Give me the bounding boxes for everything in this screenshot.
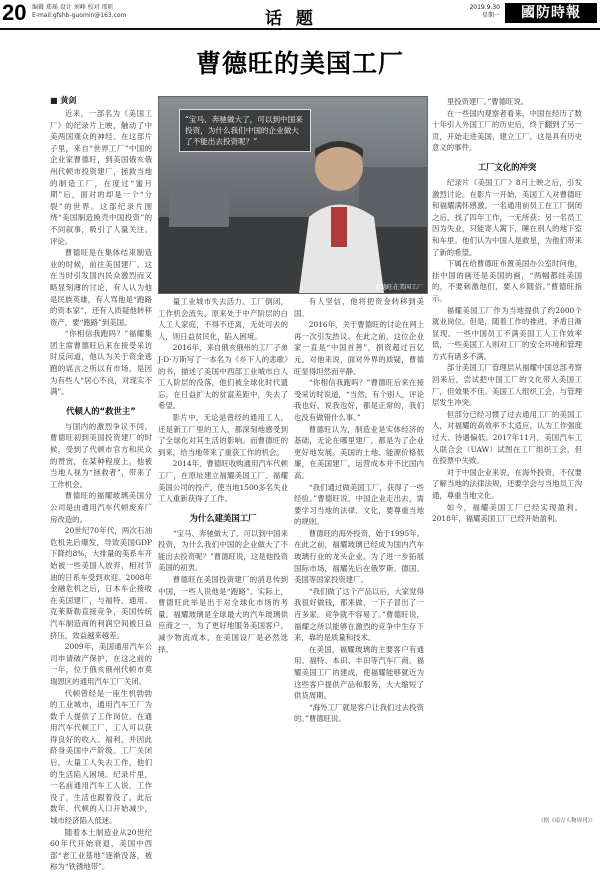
paragraph: “海外工厂就是客户让我们过去投资的。”曹德旺说。 [294, 702, 424, 724]
paragraph: 与国内的激烈争议不同，曹德旺初到美国投资建厂的时候，受到了代顿市官方和民众的赞赏，在某种程度上，他被当地人视为“拯救者”，带来了工作机会。 [50, 421, 152, 489]
weekday: 星期一 [481, 12, 500, 19]
paragraph: 如今，福耀美国工厂已经实现盈利。2018年，福耀美国工厂已经开始盈利。 [432, 502, 582, 524]
paragraph: 曹德旺是在集体结束制造业的时候，前往美国建厂。这在当时引发国内民众激烈而又略显刻薄的讨论，有人认为他是民族英雄，有人骂他是“跑路的资本家”，还有人质疑他转移资产，要“跑路”到美国。 [50, 248, 152, 327]
paragraph: 2014年，曹德旺收购通用汽车代顿工厂，在原址建立福耀美国工厂。福耀美国公司的投产，使当地1500多名失业工人重新获得了工作。 [158, 459, 288, 504]
page-header [0, 0, 600, 30]
source-credit: （据《南方人物周刊》） [538, 818, 596, 824]
paragraph: “你相信我跑吗？”曹德旺后来在接受采访时说道，“当然，有个别人，评论我也好，说我也好，都是正常的，我们也没有做错什么事。” [294, 378, 424, 422]
editor-info [32, 4, 126, 20]
issue-date [450, 4, 500, 20]
article-headline: 曹德旺的美国工厂 [195, 49, 404, 78]
paragraph: 在美国，福耀玻璃的主要客户有通用、福特、本田、丰田等汽车厂商。福耀美国工厂的建成，使福耀能够就近为这些客户提供产品和服务，大大缩短了供货周期。 [294, 644, 424, 701]
paragraph: 纪录片《美国工厂》8月上映之后，引发激烈讨论。在影片一开始，美国工人对曹德旺和福耀满怀感激。一名通用前员工在工厂倒闭之后，找了四年工作，一无所获；另一名员工因为失业，只能寄人篱下，睡在别人的地下室和车里。他们认为中国人是救星，为他们带来了新的希望。 [432, 177, 582, 257]
editor-line: 编辑 郑瑶 设计 刘峰 校对 邢昕 [32, 4, 114, 11]
page-number: 20 [2, 0, 27, 25]
paragraph: 曹德旺在美国投资建厂的消息传到中国，一些人说他是“跑路”。实际上，曹德旺此举是出于对全球化市场的考量。福耀玻璃是全球最大的汽车玻璃供应商之一，为了更好地服务美国客户，减少物流成本，在美国设厂是必然选择。 [158, 575, 288, 654]
photo-caption: 曹德旺在美国工厂 [374, 284, 423, 291]
paragraph: 近来，一部名为《美国工厂》的纪录片上映，触动了中美两国观众的神经。在这部片子里，来自“世界工厂”中国的企业家曹德旺，到美国俄亥俄州代顿市投资建厂，拯救当地的制造工厂，在度过“蜜月期”后，面对的却是一个“分裂”的世界。这部纪录片围绕“美国制造换壳中国投资”的不同叙事，吸引了人量关注、评论。 [50, 109, 152, 246]
section-title: 话 题 [265, 9, 317, 29]
paragraph: 对于中国企业来说，在海外投资，不仅要了解当地的法律法规，还要学会与当地员工沟通，尊重当地文化。 [432, 467, 582, 500]
paragraph: 影片中，无论是曾经的通用工人，还是新工厂里的工人，都深刻地感受到了全球化对其生活的影响。而曹德旺的到来，给当地带来了重获工作的机会。 [158, 412, 288, 457]
paragraph: 下属在给曹德旺布置美国办公室时问他，挂中国的画还是美国的画，“两幅都挂美国的，不要刺激他们，要入乡随俗。”曹德旺指示。 [432, 259, 582, 303]
article-column-3 [294, 296, 424, 816]
paragraph: 随着本土制造业从20世纪60年代开始衰退，美国中西部“老工业基地”逐渐没落，被称为“铁锈地带”。 [50, 827, 152, 872]
article-column-4 [432, 96, 582, 814]
newspaper-logo: 國防時報 [505, 3, 597, 23]
paragraph: 但部分已经习惯了过去通用工厂的美国工人，对福耀的高效率不太适应，认为工作强度过大、待遇偏低。2017年11月，美国汽车工人联合会（UAW）试图在工厂组织工会，但在投票中失败。 [432, 409, 582, 466]
paragraph: 量工业城市失去活力。工厂倒闭，工作机会流失，原来处于中产阶层的白人工人家庭，不得不迁离，无处可去的人，则日益贫民化，陷入困境。 [158, 297, 288, 341]
paragraph: 20世纪70年代，两次石油危机先后爆发，导致美国GDP下降约8%，大排量的美系车开始被一些美国人放弃，相对节油的日系车受到欢迎。2008年金融危机之后，日本车企接收在美国建厂，与福特、通用、克莱斯勒直接竞争，美国传统汽车制造商的利润空间被日益挤压，效益越来越差。 [50, 526, 152, 640]
paragraph: 曹德旺认为，制造业是实体经济的基础，无论在哪里建厂，都是为了企业更好地发展。美国的土地、能源价格低廉，在美国建厂，运营成本并不比国内高。 [294, 424, 424, 480]
paragraph: 里投资建厂。”曹德旺说。 [446, 97, 529, 106]
subheading: 工厂文化的冲突 [477, 161, 537, 172]
subheading: 代顿人的“救世主” [66, 405, 136, 416]
subheading: 为什么建美国工厂 [189, 512, 257, 523]
date-value: 2019.9.30 [469, 4, 500, 11]
paragraph: 2016年，来自俄亥俄州的工厂子弟J·D·万斯写了一本名为《乡下人的悲歌》的书，描述了美国中西部工业城市白人工人阶层的没落，他们被全球化时代遗忘，在日益扩大的贫富差距中，失去了希望。 [158, 343, 288, 411]
article-byline: ■ 黄剑 [50, 96, 77, 105]
paragraph: “我们做了这个产品以后，大家觉得我很好做钱，都来做，一下子冒出了一百多家。竞争就不容易了。”曹德旺说，福耀之所以能够在激烈的竞争中生存下来，靠的是质量和技术。 [294, 586, 424, 643]
paragraph: 代顿曾经是一座生机勃勃的工业城市，通用汽车工厂为数千人提供了工作岗位。在通用汽车代顿工厂，工人可以获得良好的收入、福利，并因此跻身美国中产阶级。工厂关闭后，大量工人失去工作，他们的生活陷入困境。纪录片里，一名前通用汽车工人说，工作没了，生活也跟着没了。此后数年，代顿的人口开始减少，城市经济陷入低迷。 [50, 688, 152, 826]
article-column-2 [158, 296, 288, 816]
paragraph: 2009年，美国通用汽车公司申请破产保护，在这之前的一年，位于俄亥俄州代顿市莫瑞恩区的通用汽车工厂关闭。 [50, 642, 152, 686]
paragraph: 曹德旺的福耀玻璃美国分公司是由通用汽车代顿废弃厂房改造的。 [50, 491, 152, 524]
paragraph: 在一些国内观察者看来，中国在经历了数十年引入外国工厂的历史后，终于翻到了另一页，开始走进美国，建立工厂，这是具有历史意义的事件。 [432, 108, 582, 153]
paragraph: 曹德旺的海外投资，始于1995年。在此之前，福耀玻璃已经成为国内汽车玻璃行业的龙头企业。为了进一步拓展国际市场，福耀先后在俄罗斯、德国、美国等国家投资建厂。 [294, 528, 424, 585]
article-photo [158, 96, 428, 294]
email-line: E-mail:gfshb-guomin@163.com [32, 12, 127, 19]
paragraph: 福耀美国工厂作为当地提供了约2000个就业岗位。但是，随着工作的推进，矛盾日渐显现。一些中国员工不满美国工人工作效率低，一些美国工人则对工厂的安全环境和管理方式有诸多不满。 [432, 305, 582, 361]
paragraph: 2016年，关于曹德旺的讨论在网上再一次引发热议。在此之前，这位企业家一直是“中国首善”，捐资超过百亿元。对他来说，面对外界的质疑，曹德旺显得坦然而平静。 [294, 320, 424, 376]
paragraph: “你相信我跑吗？”福耀集团主席曹德旺后来在接受采访时反问道，他认为关于资金逃跑的谣言之所以有市场，是因为有些人“居心不良，对现实不满”。 [50, 329, 152, 397]
article-column-1 [50, 108, 152, 872]
paragraph: “宝马、奔驰做大了，可以到中国来投资，为什么我们中国的企业做大了不能出去投资呢？”曹德旺说，这是他投资美国的初衷。 [158, 528, 288, 573]
paragraph: 部分美国工厂管理层从福耀中国总部考察回来后，尝试把中国工厂的文化带入美国工厂，但效果不佳。美国工人组织工会，与管理层发生冲突。 [432, 363, 582, 408]
photo-quote: “宝马、奔驰做大了，可以到中国来投资，为什么我们中国的企业做大了不能出去投资呢？” [179, 109, 311, 152]
paragraph: “我们通过做美国工厂，获得了一些经验。”曹德旺说，中国企业走出去，需要学习当地的法律、文化，要尊重当地的规则。 [294, 482, 424, 527]
paragraph: 有人坚信，他将把资金转移到美国。 [294, 297, 424, 318]
